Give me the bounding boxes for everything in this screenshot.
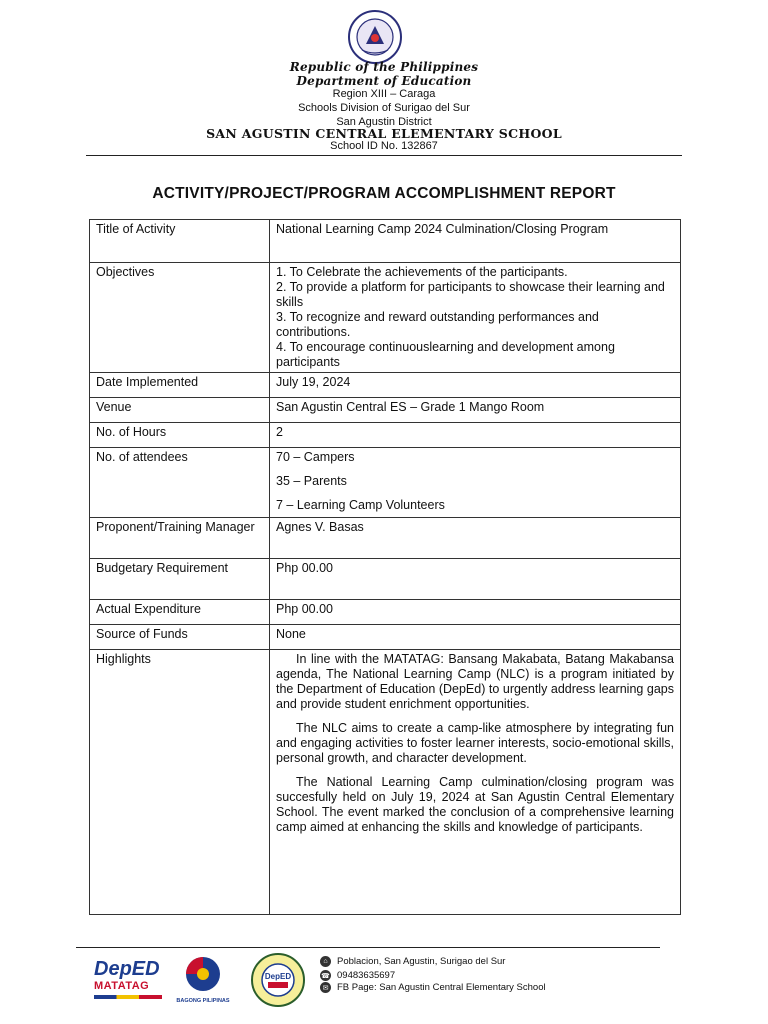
- contact-address: [320, 956, 505, 967]
- objectives-list: [270, 263, 681, 373]
- school-name: SAN AGUSTIN CENTRAL ELEMENTARY SCHOOL: [206, 126, 562, 141]
- table-row: [90, 650, 681, 915]
- bagong-pilipinas-text: BAGONG PILIPINAS: [176, 998, 230, 1004]
- row-label: Title of Activity: [90, 220, 270, 263]
- expenditure-value: Php 00.00: [270, 600, 681, 625]
- funds-value: None: [270, 625, 681, 650]
- table-row: [90, 373, 681, 398]
- contact-phone: [320, 970, 395, 981]
- objective-item: 1. To Celebrate the achievements of the participants.: [276, 265, 568, 279]
- district-line: San Agustin District: [336, 116, 432, 128]
- row-label: Objectives: [90, 263, 270, 373]
- deped-matatag-logo: [94, 958, 162, 1006]
- attendee-item: 35 – Parents: [276, 474, 347, 488]
- venue-value: San Agustin Central ES – Grade 1 Mango Room: [270, 398, 681, 423]
- division-line: Schools Division of Surigao del Sur: [298, 102, 470, 114]
- table-row: [90, 625, 681, 650]
- objective-item: 2. To provide a platform for participants to showcase their learning and skills: [276, 280, 665, 309]
- budget-value: Php 00.00: [270, 559, 681, 600]
- activity-title: National Learning Camp 2024 Culmination/Closing Program: [270, 220, 681, 263]
- matatag-logo-text: MATATAG: [94, 980, 150, 992]
- objective-item: 4. To encourage continuouslearning and development among participants: [276, 340, 615, 369]
- fb-text: FB Page: San Agustin Central Elementary School: [337, 982, 546, 993]
- deped-logo-text: DepED: [94, 958, 160, 980]
- objective-item: 3. To recognize and reward outstanding performances and contributions.: [276, 310, 599, 339]
- republic-line: Republic of the Philippines: [289, 60, 479, 74]
- row-label: Actual Expenditure: [90, 600, 270, 625]
- accomplishment-table: [89, 219, 681, 915]
- attendee-item: 7 – Learning Camp Volunteers: [276, 498, 445, 512]
- header-divider: [86, 155, 682, 156]
- table-row: [90, 423, 681, 448]
- highlight-paragraph: The National Learning Camp culmination/closing program was succesfully held on July 19, 2024 at San Agustin Central Elementary School. The event marked the conclusion of a comprehensive learning camp aimed at enhancing the skills and knowledge of participants.: [276, 775, 674, 834]
- row-label: Proponent/Training Manager: [90, 518, 270, 559]
- attendees-list: [270, 448, 681, 518]
- table-row: [90, 600, 681, 625]
- row-label: Venue: [90, 398, 270, 423]
- hours-value: 2: [270, 423, 681, 448]
- proponent-value: Agnes V. Basas: [270, 518, 681, 559]
- matatag-stripe: [94, 995, 162, 999]
- home-icon: ⌂: [320, 956, 331, 967]
- school-logo: [250, 952, 306, 1008]
- footer-divider: [76, 947, 660, 948]
- row-label: Source of Funds: [90, 625, 270, 650]
- highlights-text: [270, 650, 681, 915]
- table-row: [90, 448, 681, 518]
- address-text: Poblacion, San Agustin, Surigao del Sur: [337, 956, 506, 967]
- phone-icon: ☎: [320, 970, 331, 981]
- row-label: No. of attendees: [90, 448, 270, 518]
- highlight-paragraph: The NLC aims to create a camp-like atmosphere by integrating fun and engaging activities to foster learner interests, socio-emotional skills, personal growth, and character development.: [276, 721, 674, 765]
- bagong-pilipinas-logo: [172, 955, 234, 1005]
- table-row: [90, 263, 681, 373]
- row-label: Highlights: [90, 650, 270, 915]
- table-row: [90, 559, 681, 600]
- row-label: No. of Hours: [90, 423, 270, 448]
- contact-facebook: [320, 982, 546, 993]
- date-value: July 19, 2024: [270, 373, 681, 398]
- highlight-paragraph: In line with the MATATAG: Bansang Makabata, Batang Makabansa agenda, The National Learning Camp (NLC) is a program initiated by the Department of Education (DepEd) to urgently address learning gaps and provide student enrichment opportunities.: [276, 652, 674, 711]
- email-icon: ✉: [320, 982, 331, 993]
- table-row: [90, 518, 681, 559]
- bagong-pilipinas-emblem-icon: [181, 955, 225, 993]
- school-logo-text: DepED: [264, 972, 292, 981]
- phone-text: 09483635697: [337, 970, 396, 981]
- department-line: Department of Education: [296, 74, 472, 88]
- school-id: School ID No. 132867: [330, 140, 438, 152]
- table-row: [90, 398, 681, 423]
- report-title: ACTIVITY/PROJECT/PROGRAM ACCOMPLISHMENT REPORT: [152, 185, 616, 202]
- table-row: [90, 220, 681, 263]
- region-line: Region XIII – Caraga: [332, 88, 436, 100]
- row-label: Budgetary Requirement: [90, 559, 270, 600]
- attendee-item: 70 – Campers: [276, 450, 355, 464]
- row-label: Date Implemented: [90, 373, 270, 398]
- deped-seal-icon: [348, 10, 402, 64]
